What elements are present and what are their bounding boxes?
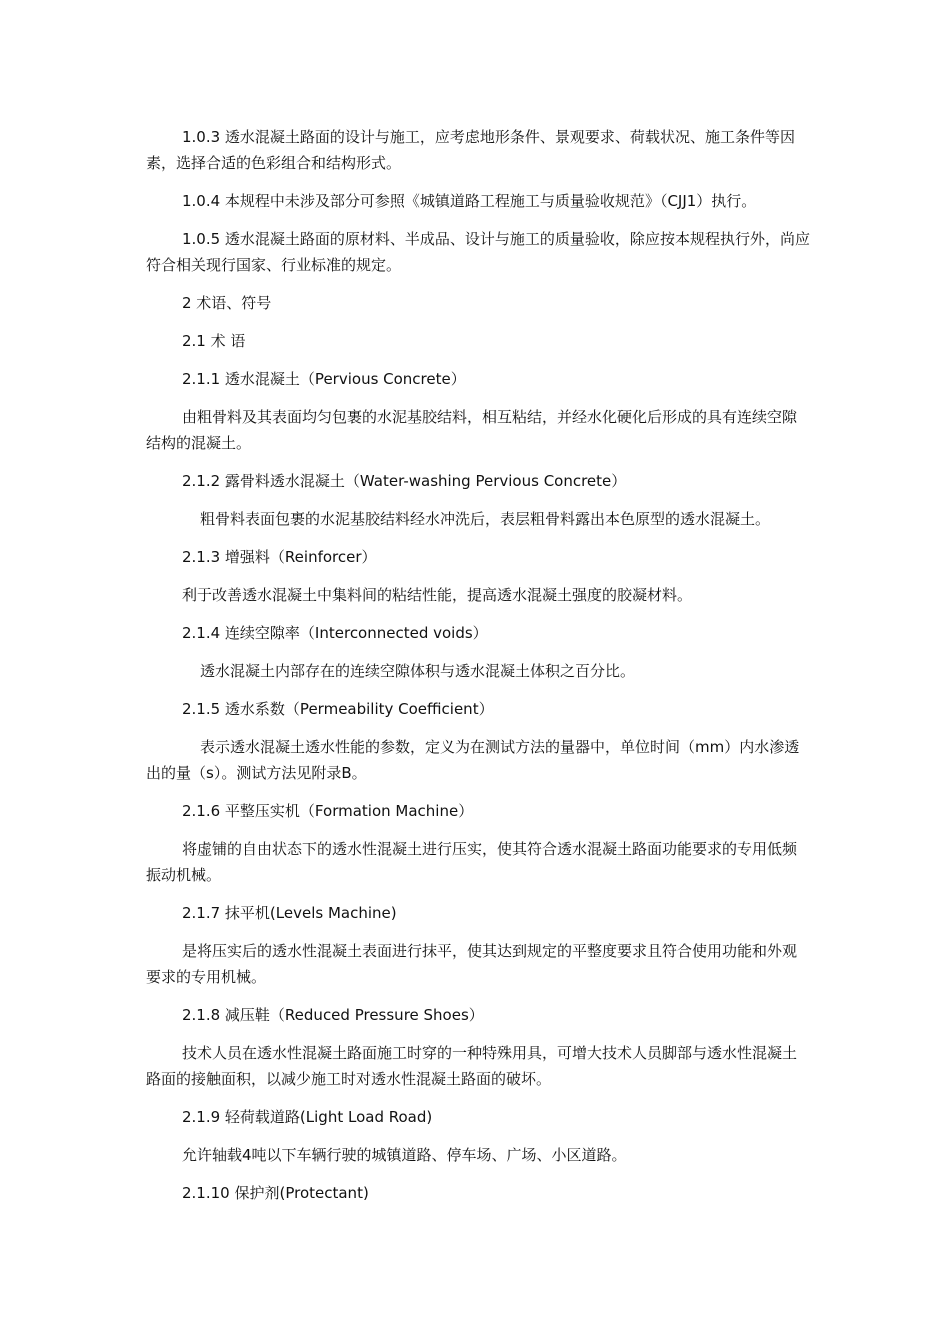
term-definition-2-1-7: 是将压实后的透水性混凝土表面进行抹平，使其达到规定的平整度要求且符合使用功能和外观要求的专用机械。: [146, 942, 798, 986]
term-definition-2-1-1: 由粗骨料及其表面均匀包裹的水泥基胶结料，相互粘结，并经水化硬化后形成的具有连续空隙结构的混凝土。: [146, 408, 798, 452]
term-heading-2-1-5: 2.1.5 透水系数（Permeability Coefficient）: [182, 700, 494, 718]
term-heading-2-1-9: 2.1.9 轻荷载道路(Light Load Road): [182, 1108, 433, 1126]
term-definition-2-1-8: 技术人员在透水性混凝土路面施工时穿的一种特殊用具，可增大技术人员脚部与透水性混凝土路面的接触面积，以减少施工时对透水性混凝土路面的破坏。: [146, 1044, 798, 1088]
term-heading-2-1-8: 2.1.8 减压鞋（Reduced Pressure Shoes）: [182, 1006, 484, 1024]
term-heading-2-1-3: 2.1.3 增强料（Reinforcer）: [182, 548, 377, 566]
paragraph-1-0-3: 1.0.3 透水混凝土路面的设计与施工，应考虑地形条件、景观要求、荷载状况、施工条件等因素，选择合适的色彩组合和结构形式。: [146, 128, 795, 172]
term-heading-2-1-1: 2.1.1 透水混凝土（Pervious Concrete）: [182, 370, 466, 388]
paragraph-1-0-5: 1.0.5 透水混凝土路面的原材料、半成品、设计与施工的质量验收，除应按本规程执行外，尚应符合相关现行国家、行业标准的规定。: [146, 230, 810, 274]
term-definition-2-1-3: 利于改善透水混凝土中集料间的粘结性能，提高透水混凝土强度的胶凝材料。: [182, 586, 693, 604]
term-heading-2-1-2: 2.1.2 露骨料透水混凝土（Water-washing Pervious Concrete）: [182, 472, 627, 490]
term-definition-2-1-5: 表示透水混凝土透水性能的参数，定义为在测试方法的量器中，单位时间（mm）内水渗透出的量（s）。测试方法见附录B。: [146, 738, 800, 782]
term-heading-2-1-10: 2.1.10 保护剂(Protectant): [182, 1184, 369, 1202]
term-heading-2-1-4: 2.1.4 连续空隙率（Interconnected voids）: [182, 624, 488, 642]
term-heading-2-1-7: 2.1.7 抹平机(Levels Machine): [182, 904, 397, 922]
term-definition-2-1-4: 透水混凝土内部存在的连续空隙体积与透水混凝土体积之百分比。: [200, 662, 636, 680]
term-heading-2-1-6: 2.1.6 平整压实机（Formation Machine）: [182, 802, 474, 820]
paragraph-1-0-4: 1.0.4 本规程中未涉及部分可参照《城镇道路工程施工与质量验收规范》（CJJ1）执行。: [182, 192, 757, 210]
section-heading-2-1: 2.1 术 语: [182, 332, 246, 350]
term-definition-2-1-2: 粗骨料表面包裹的水泥基胶结料经水冲洗后，表层粗骨料露出本色原型的透水混凝土。: [200, 510, 771, 528]
section-heading-2: 2 术语、符号: [182, 294, 272, 312]
term-definition-2-1-9: 允许轴载4吨以下车辆行驶的城镇道路、停车场、广场、小区道路。: [182, 1146, 627, 1164]
term-definition-2-1-6: 将虚铺的自由状态下的透水性混凝土进行压实，使其符合透水混凝土路面功能要求的专用低频振动机械。: [146, 840, 798, 884]
document-body: [146, 124, 810, 1218]
